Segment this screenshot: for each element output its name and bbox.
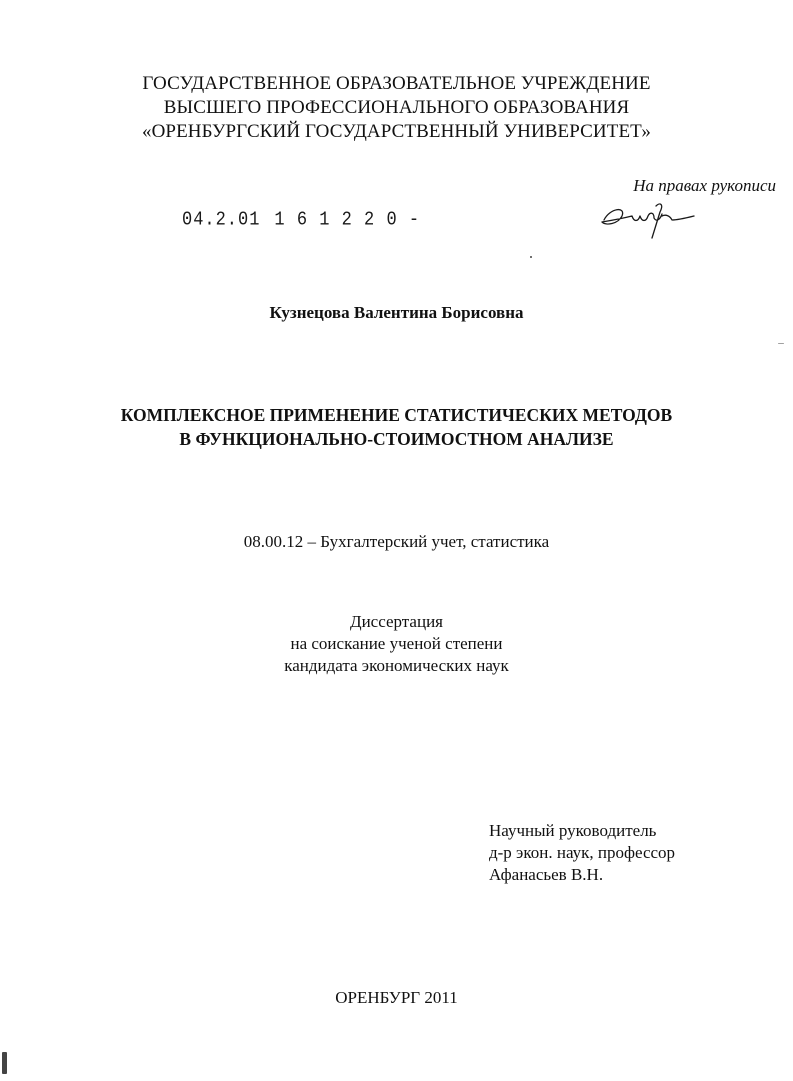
degree-line-3: кандидата экономических наук [284, 656, 509, 675]
degree-statement [0, 611, 793, 677]
dissertation-title [0, 403, 793, 451]
supervisor-line-3: Афанасьев В.Н. [489, 865, 604, 884]
title-line-2: В ФУНКЦИОНАЛЬНО-СТОИМОСТНОМ АНАЛИЗЕ [179, 429, 614, 449]
archive-stamp [182, 210, 420, 231]
institution-line-2: ВЫСШЕГО ПРОФЕССИОНАЛЬНОГО ОБРАЗОВАНИЯ [163, 97, 630, 118]
city-year: ОРЕНБУРГ 2011 [335, 988, 458, 1007]
institution-line-3: «ОРЕНБУРГСКИЙ ГОСУДАРСТВЕННЫЙ УНИВЕРСИТЕТ» [142, 121, 651, 142]
supervisor-line-2: д-р экон. наук, профессор [489, 843, 676, 862]
institution-header [0, 72, 793, 144]
supervisor-line-1: Научный руководитель [489, 821, 657, 840]
scan-edge-mark [2, 1052, 7, 1074]
stamp-part-1: 04.2.01 [182, 210, 261, 232]
rights-note: На правах рукописи [633, 176, 776, 195]
supervisor-block [489, 820, 675, 886]
degree-line-2: на соискание ученой степени [290, 634, 503, 653]
stamp-part-2: 1 6 1 2 2 0 - [274, 210, 421, 232]
scan-speck [530, 256, 532, 258]
author-name: Кузнецова Валентина Борисовна [269, 303, 524, 322]
specialty-code: 08.00.12 – Бухгалтерский учет, статистика [243, 532, 550, 551]
degree-line-1: Диссертация [349, 612, 443, 631]
title-line-1: КОМПЛЕКСНОЕ ПРИМЕНЕНИЕ СТАТИСТИЧЕСКИХ МЕТОДОВ [120, 405, 673, 425]
scan-speck [778, 343, 784, 344]
institution-line-1: ГОСУДАРСТВЕННОЕ ОБРАЗОВАТЕЛЬНОЕ УЧРЕЖДЕНИЕ [142, 73, 651, 94]
handwritten-signature [596, 198, 696, 240]
